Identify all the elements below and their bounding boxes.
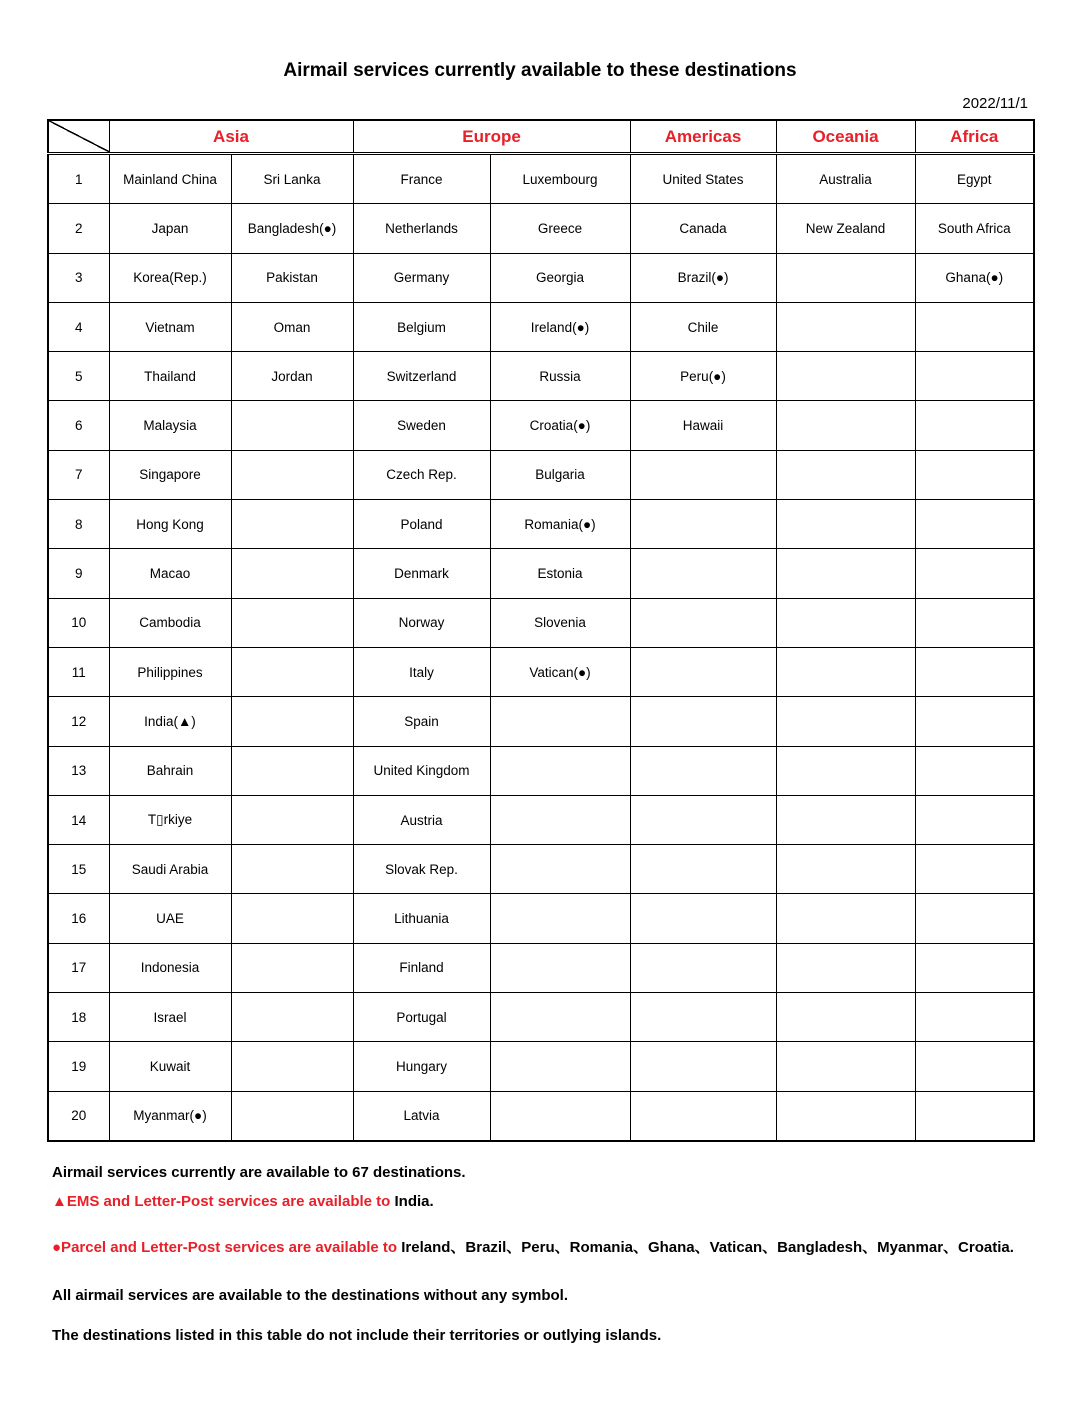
africa-col-cell [915, 894, 1034, 943]
table-row [48, 549, 1034, 598]
europe-col-1-cell: United Kingdom [353, 746, 490, 795]
europe-col-1-cell: Portugal [353, 993, 490, 1042]
europe-col-2-cell [490, 894, 630, 943]
americas-col-cell: Hawaii [630, 401, 776, 450]
europe-col-2-cell [490, 746, 630, 795]
europe-col-2-cell: Bulgaria [490, 450, 630, 499]
table-row [48, 352, 1034, 401]
oceania-col-cell [776, 647, 915, 696]
americas-col-cell [630, 993, 776, 1042]
table-row [48, 993, 1034, 1042]
header-corner-cell [48, 120, 109, 154]
table-row [48, 204, 1034, 253]
table-row [48, 697, 1034, 746]
europe-col-1-cell: Switzerland [353, 352, 490, 401]
europe-col-1-cell: Austria [353, 795, 490, 844]
asia-col-1-cell: Kuwait [109, 1042, 231, 1091]
asia-col-2-cell [231, 845, 353, 894]
row-number-cell: 20 [48, 1091, 109, 1141]
europe-col-2-cell [490, 993, 630, 1042]
europe-col-1-cell: Poland [353, 500, 490, 549]
table-row [48, 1091, 1034, 1141]
table-row [48, 302, 1034, 351]
europe-col-1-cell: Italy [353, 647, 490, 696]
note-parcel-label: ●Parcel and Letter-Post services are available to [52, 1239, 398, 1256]
africa-col-cell [915, 795, 1034, 844]
europe-col-2-cell: Slovenia [490, 598, 630, 647]
americas-col-cell: Peru(●) [630, 352, 776, 401]
africa-col-cell [915, 1042, 1034, 1091]
asia-col-2-cell [231, 993, 353, 1042]
row-number-cell: 12 [48, 697, 109, 746]
table-row [48, 795, 1034, 844]
europe-col-2-cell [490, 1042, 630, 1091]
row-number-cell: 18 [48, 993, 109, 1042]
asia-col-2-cell [231, 500, 353, 549]
asia-col-1-cell: Japan [109, 204, 231, 253]
europe-col-2-cell: Croatia(●) [490, 401, 630, 450]
region-header-americas: Americas [630, 120, 776, 154]
table-row [48, 154, 1034, 204]
europe-col-2-cell: Romania(●) [490, 500, 630, 549]
asia-col-1-cell: Saudi Arabia [109, 845, 231, 894]
europe-col-2-cell: Vatican(●) [490, 647, 630, 696]
row-number-cell: 10 [48, 598, 109, 647]
table-body [48, 154, 1034, 1141]
oceania-col-cell [776, 697, 915, 746]
europe-col-2-cell [490, 697, 630, 746]
row-number-cell: 1 [48, 154, 109, 204]
document-date: 2022/11/1 [962, 95, 1028, 112]
asia-col-2-cell [231, 746, 353, 795]
asia-col-1-cell: Singapore [109, 450, 231, 499]
europe-col-2-cell [490, 1091, 630, 1141]
europe-col-1-cell: Belgium [353, 302, 490, 351]
asia-col-2-cell [231, 647, 353, 696]
table-row [48, 401, 1034, 450]
note-parcel [52, 1238, 1042, 1258]
americas-col-cell [630, 549, 776, 598]
asia-col-2-cell [231, 943, 353, 992]
region-header-africa: Africa [915, 120, 1034, 154]
asia-col-2-cell [231, 549, 353, 598]
asia-col-2-cell [231, 697, 353, 746]
europe-col-1-cell: Spain [353, 697, 490, 746]
africa-col-cell [915, 746, 1034, 795]
table-row [48, 894, 1034, 943]
note-ems-list: India. [390, 1193, 434, 1210]
africa-col-cell: South Africa [915, 204, 1034, 253]
oceania-col-cell [776, 943, 915, 992]
oceania-col-cell [776, 401, 915, 450]
table-row [48, 450, 1034, 499]
americas-col-cell [630, 795, 776, 844]
europe-col-1-cell: Slovak Rep. [353, 845, 490, 894]
table-row [48, 746, 1034, 795]
africa-col-cell [915, 401, 1034, 450]
oceania-col-cell [776, 993, 915, 1042]
row-number-cell: 5 [48, 352, 109, 401]
africa-col-cell [915, 697, 1034, 746]
africa-col-cell [915, 943, 1034, 992]
asia-col-1-cell: UAE [109, 894, 231, 943]
americas-col-cell [630, 647, 776, 696]
europe-col-1-cell: Lithuania [353, 894, 490, 943]
note-destination-count: Airmail services currently are available to 67 destinations. [52, 1164, 466, 1181]
africa-col-cell [915, 598, 1034, 647]
asia-col-1-cell: Philippines [109, 647, 231, 696]
row-number-cell: 19 [48, 1042, 109, 1091]
americas-col-cell: Chile [630, 302, 776, 351]
europe-col-1-cell: Czech Rep. [353, 450, 490, 499]
europe-col-2-cell [490, 795, 630, 844]
americas-col-cell [630, 746, 776, 795]
note-all-services: All airmail services are available to the destinations without any symbol. [52, 1287, 569, 1304]
americas-col-cell [630, 845, 776, 894]
row-number-cell: 2 [48, 204, 109, 253]
row-number-cell: 6 [48, 401, 109, 450]
africa-col-cell [915, 352, 1034, 401]
americas-col-cell [630, 1091, 776, 1141]
oceania-col-cell [776, 598, 915, 647]
oceania-col-cell: New Zealand [776, 204, 915, 253]
asia-col-2-cell [231, 1042, 353, 1091]
europe-col-1-cell: Germany [353, 253, 490, 302]
oceania-col-cell [776, 845, 915, 894]
africa-col-cell [915, 845, 1034, 894]
europe-col-2-cell: Georgia [490, 253, 630, 302]
oceania-col-cell [776, 795, 915, 844]
note-parcel-list: Ireland、Brazil、Peru、Romania、Ghana、Vatican、Bangladesh、Myanmar、Croatia. [397, 1239, 1014, 1256]
americas-col-cell: Canada [630, 204, 776, 253]
africa-col-cell: Egypt [915, 154, 1034, 204]
asia-col-2-cell [231, 401, 353, 450]
row-number-cell: 16 [48, 894, 109, 943]
europe-col-2-cell: Luxembourg [490, 154, 630, 204]
oceania-col-cell [776, 1042, 915, 1091]
note-territories: The destinations listed in this table do not include their territories or outlying islands. [52, 1327, 662, 1344]
europe-col-2-cell [490, 943, 630, 992]
oceania-col-cell [776, 549, 915, 598]
oceania-col-cell [776, 352, 915, 401]
asia-col-2-cell [231, 450, 353, 499]
asia-col-1-cell: Hong Kong [109, 500, 231, 549]
oceania-col-cell [776, 500, 915, 549]
row-number-cell: 11 [48, 647, 109, 696]
europe-col-2-cell [490, 845, 630, 894]
table-row [48, 1042, 1034, 1091]
asia-col-2-cell [231, 598, 353, 647]
asia-col-2-cell: Oman [231, 302, 353, 351]
row-number-cell: 13 [48, 746, 109, 795]
row-number-cell: 17 [48, 943, 109, 992]
europe-col-1-cell: Hungary [353, 1042, 490, 1091]
asia-col-1-cell: Malaysia [109, 401, 231, 450]
asia-col-1-cell: Cambodia [109, 598, 231, 647]
row-number-cell: 15 [48, 845, 109, 894]
americas-col-cell [630, 1042, 776, 1091]
europe-col-1-cell: Denmark [353, 549, 490, 598]
europe-col-1-cell: Netherlands [353, 204, 490, 253]
europe-col-2-cell: Greece [490, 204, 630, 253]
oceania-col-cell [776, 450, 915, 499]
europe-col-1-cell: Finland [353, 943, 490, 992]
asia-col-2-cell: Jordan [231, 352, 353, 401]
americas-col-cell [630, 500, 776, 549]
table-row [48, 500, 1034, 549]
oceania-col-cell [776, 746, 915, 795]
table-row [48, 253, 1034, 302]
oceania-col-cell [776, 1091, 915, 1141]
europe-col-1-cell: Latvia [353, 1091, 490, 1141]
europe-col-1-cell: France [353, 154, 490, 204]
americas-col-cell [630, 450, 776, 499]
asia-col-1-cell: Israel [109, 993, 231, 1042]
asia-col-1-cell: Macao [109, 549, 231, 598]
table-row [48, 598, 1034, 647]
asia-col-2-cell [231, 1091, 353, 1141]
page-title: Airmail services currently available to these destinations [283, 60, 797, 81]
asia-col-1-cell: T▯rkiye [109, 795, 231, 844]
asia-col-2-cell: Pakistan [231, 253, 353, 302]
notes-section [52, 1163, 1042, 1346]
oceania-col-cell: Australia [776, 154, 915, 204]
note-ems [52, 1192, 1042, 1212]
table-header-row [48, 120, 1034, 154]
africa-col-cell: Ghana(●) [915, 253, 1034, 302]
asia-col-1-cell: Korea(Rep.) [109, 253, 231, 302]
asia-col-1-cell: Bahrain [109, 746, 231, 795]
region-header-oceania: Oceania [776, 120, 915, 154]
asia-col-1-cell: Myanmar(●) [109, 1091, 231, 1141]
europe-col-1-cell: Norway [353, 598, 490, 647]
africa-col-cell [915, 302, 1034, 351]
asia-col-1-cell: Vietnam [109, 302, 231, 351]
oceania-col-cell [776, 302, 915, 351]
africa-col-cell [915, 647, 1034, 696]
americas-col-cell [630, 894, 776, 943]
table-row [48, 845, 1034, 894]
asia-col-2-cell [231, 795, 353, 844]
asia-col-2-cell: Sri Lanka [231, 154, 353, 204]
africa-col-cell [915, 1091, 1034, 1141]
row-number-cell: 8 [48, 500, 109, 549]
region-header-asia: Asia [109, 120, 353, 154]
asia-col-1-cell: Indonesia [109, 943, 231, 992]
table-row [48, 647, 1034, 696]
row-number-cell: 4 [48, 302, 109, 351]
row-number-cell: 3 [48, 253, 109, 302]
asia-col-1-cell: Mainland China [109, 154, 231, 204]
europe-col-2-cell: Russia [490, 352, 630, 401]
oceania-col-cell [776, 253, 915, 302]
asia-col-2-cell [231, 894, 353, 943]
row-number-cell: 9 [48, 549, 109, 598]
americas-col-cell [630, 598, 776, 647]
europe-col-2-cell: Estonia [490, 549, 630, 598]
africa-col-cell [915, 549, 1034, 598]
oceania-col-cell [776, 894, 915, 943]
row-number-cell: 14 [48, 795, 109, 844]
destinations-table [47, 119, 1035, 1142]
europe-col-1-cell: Sweden [353, 401, 490, 450]
africa-col-cell [915, 993, 1034, 1042]
africa-col-cell [915, 450, 1034, 499]
asia-col-2-cell: Bangladesh(●) [231, 204, 353, 253]
europe-col-2-cell: Ireland(●) [490, 302, 630, 351]
americas-col-cell: Brazil(●) [630, 253, 776, 302]
row-number-cell: 7 [48, 450, 109, 499]
note-ems-label: ▲EMS and Letter-Post services are available to [52, 1193, 391, 1210]
asia-col-1-cell: India(▲) [109, 697, 231, 746]
americas-col-cell [630, 943, 776, 992]
table-row [48, 943, 1034, 992]
africa-col-cell [915, 500, 1034, 549]
americas-col-cell [630, 697, 776, 746]
americas-col-cell: United States [630, 154, 776, 204]
region-header-europe: Europe [353, 120, 630, 154]
asia-col-1-cell: Thailand [109, 352, 231, 401]
